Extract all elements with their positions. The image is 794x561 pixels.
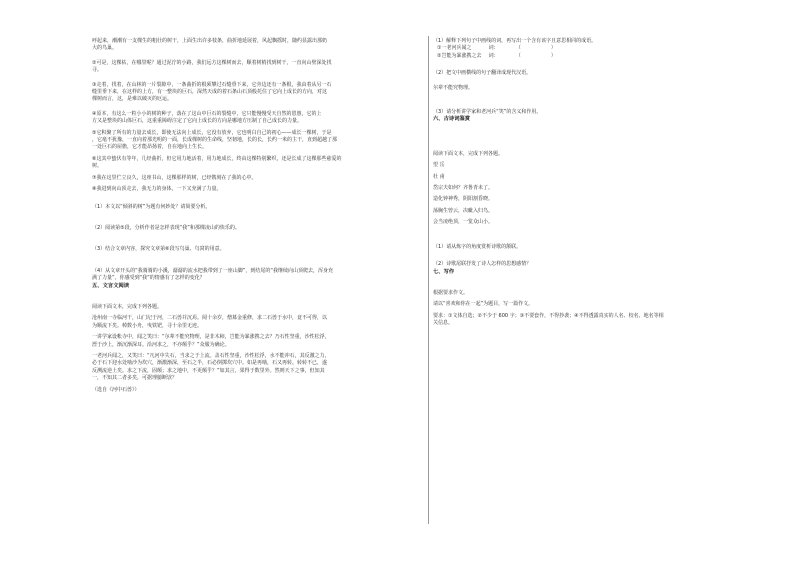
prose-line: ②可是，这棵枯，在哪里呢？通过泥泞的小路，我们远方这棵树而去，顺着树梢找到树干，一直向山壁深处找 — [92, 59, 332, 66]
prose-line: 缝里垂下来，在这样的上方，有一整块的巨石，深然天成的着石条山石顶般托住了它向上成长的方向，对这 — [92, 89, 328, 96]
poem-line: 造化钟神秀，阴阳割昏晓。 — [433, 196, 494, 203]
section-title-poetry: 六、古诗词鉴赏 — [433, 116, 471, 123]
classical-line: 一老河兵闻之，又笑曰：“凡河中失石，当求之于上流。盖石性坚重，沙性松浮，水不能冲石，其反激之力， — [92, 352, 330, 359]
modern-prose — [92, 38, 422, 194]
poem-line: 荡胸生曾云，决眦入归鸟。 — [433, 207, 494, 214]
prose-line: 呼起来，潮潮有一支棵生的粗壮的树干，上面生出许多枝条，曲折地延展着，风起飘摇时，随约显露出那奶 — [92, 38, 328, 44]
classical-text — [92, 315, 422, 382]
prose-line: 寻。 — [92, 67, 103, 74]
q1-item-2: ②岂能为暴涨携之去 词： （ ） — [437, 52, 556, 59]
classical-question-3: （3）请分析讲学家和老河兵“笑”的含义和作用。 — [433, 109, 542, 116]
poem-author: 杜 甫 — [433, 173, 445, 180]
section-title-classical: 五、文言文阅读 — [92, 282, 130, 289]
translate-sentence: 尔辈不能究物理。 — [433, 84, 474, 91]
classical-line: 一，不知其二者多矣，可据理臆断欤？ — [92, 375, 178, 382]
prose-line: ③走着，找着，在山林的一片裂隙中，一条曲折的根须攀过石缝垂下来，它旁边还有一条根，我由着从另一石 — [92, 81, 332, 88]
prose-line: 方又是整块的山体巨石，这重重障碍注定了它向上成长的方向是哪地方压制了自己成长的力量。 — [92, 118, 303, 125]
left-column — [92, 38, 422, 394]
prose-line: ④原本，有这么一粒小小的树的种子，落在了这山中巨石的裂缝中，它只能慢慢受天自然的恩惠，它的上 — [92, 110, 322, 117]
prose-line: 一处巨石的屋檐，它才能昂扬着，自在地向上生长。 — [92, 144, 208, 151]
classical-line: 为顺流下矣。棹数小舟，曳铁钯，寻十余里无迹。 — [92, 322, 203, 329]
prose-line: ⑥这其中蛰伏有等年，几经曲折，但它用力地活着，用力地成长，终由这棵特别繁织，还是长成了这棵那些慈爱的 — [92, 155, 342, 162]
question-2: （2）阅读第⑤段，分析作者是怎样表现“我”和那棵凌山的快乐的。 — [92, 224, 240, 231]
writing-instruction: 根据要求作文。 — [433, 289, 469, 296]
prose-line: ⑧我进到向山顶走去，我无力的身体，一下又充满了力量。 — [92, 186, 222, 193]
poem-question-1: （1）请从炼字的角度赏析诗歌的颔联。 — [433, 243, 522, 250]
poem-question-2: （2）诗歌尾联抒发了诗人怎样的思想感情？ — [433, 261, 532, 268]
question-4-line-1: （4）从文章开头的“我骑骑的小溪，潺潺的流水把我带到了一座山脚”，到结尾的“我继续向山顶爬去，浑身充 — [92, 267, 333, 274]
prose-line: ⑤它积聚了所有的力量去成长，即使无法向上成长，它没有放弃，它也明白自己的初心——成长一棵树，于是 — [92, 129, 332, 136]
poem-title: 望 岳 — [433, 162, 445, 169]
prose-line: 树。 — [92, 163, 103, 170]
classical-question-2: （2）把文中画横线的句子翻译成现代汉语。 — [433, 70, 532, 77]
read-prompt: 阅读下面文本，完成下列各题。 — [92, 303, 163, 310]
classical-line: 沧州南一寺临河干，山门圮于河，二石兽并沉焉。阅十余岁，僧募金重修，求二石兽于水中，竟不可得，以 — [92, 315, 328, 322]
classical-line: 湮于沙上，渐沉渐深耳。沿河求之，不亦颠乎？”众服为确论。 — [92, 341, 230, 348]
q1-item-1: ①一老河兵闻之 词： （ ） — [437, 45, 556, 52]
question-4-line-2: 满了力量”，你感受到“我”的情感有了怎样的变化？ — [92, 275, 205, 282]
prose-line: 大的鸟巢。 — [92, 45, 118, 52]
classical-question-1: （1）解释下列句子中画线的词，再写出一个含有该字且意思相同的成语。 — [433, 38, 597, 44]
classical-line: 必于石下迎水处啮沙为坎穴，渐激渐深，至石之半，石必倒掷坎穴中。如是再啮，石又再转。转转不已，遂 — [92, 360, 328, 367]
section-title-writing: 七、写作 — [433, 268, 455, 275]
read-prompt: 阅读下面文本，完成下列各题。 — [433, 150, 504, 157]
right-column — [433, 38, 783, 328]
poem-line: 会当凌绝顶，一览众山小。 — [433, 219, 494, 226]
source-citation: （选自《河中石兽》） — [92, 386, 140, 393]
classical-line: 反溯流逆上矣。求之下流，固颠；求之地中，不更颠乎？”如其言，果得于数里外。然则天下之事，但知其 — [92, 367, 325, 374]
writing-requirements: 要求：①文体自选；②不少于 600 字；③不要套作，不得抄袭；④不得透露真实的人名、校名、地名等相 — [433, 312, 664, 319]
question-3: （3）结合文章内容，探究文章第⑥段写鸟巢、鸟窝的用意。 — [92, 246, 225, 253]
prose-line: ，它毫不犹豫，一直向着那光明的一面，长成棵树的生命线，坚韧地，长的长，长约一米的主干，直到超越了那 — [92, 137, 338, 144]
writing-topic: 请以“喜欢和你在一起”为题目，写一篇作文。 — [433, 301, 534, 308]
prose-line: 棵树而言，这，是难以破灭的厄运。 — [92, 96, 173, 103]
prose-line: ⑦我在这里伫立良久，这座书山，这棵那样的树，已经镌刻在了我的心中。 — [92, 174, 257, 181]
writing-requirements-cont: 关信息。 — [433, 320, 454, 327]
column-divider — [428, 36, 429, 524]
question-1: （1）本文以“倾斜的树”为题有何妙处？请简要分析。 — [92, 203, 211, 210]
poem-line: 岱宗夫如何？齐鲁青未了。 — [433, 185, 494, 192]
classical-line: 一讲学家设帐寺中，闻之笑曰：“尔辈不能究物理，是非木柿，岂能为暴涨携之去？乃石性坚重，沙性松浮， — [92, 334, 330, 341]
